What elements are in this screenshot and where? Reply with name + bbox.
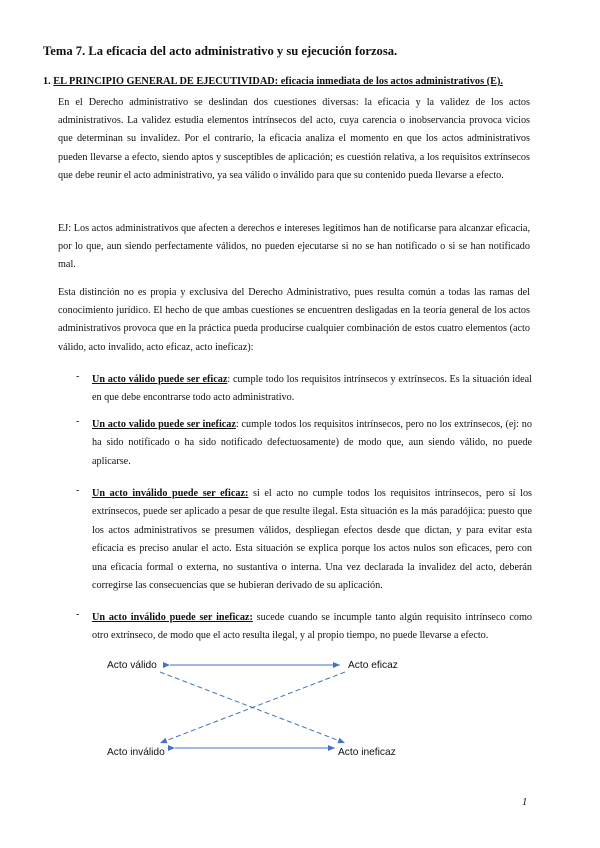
document-title: Tema 7. La eficacia del acto administrativo y su ejecución forzosa. [43, 44, 398, 58]
list-item-body: : cumple todo los requisitos intrínsecos y extrínsecos. Es la situación ideal en que debe encontrarse todo acto administrativo. [92, 374, 532, 404]
label-acto-eficaz: Acto eficaz [348, 660, 398, 671]
paragraph-1: En el Derecho administrativo se deslindan dos cuestiones diversas: la eficacia y la validez de los actos administrativos. La validez estudia elementos intrínsecos del acto, cuya carencia o inobservancia provoca vicios que determinan su invalidez. Por el contrario, la eficacia analiza el momento en que los actos administrativos pueden llevarse a efecto, siendo aptos y susceptibles de aplicación; es cuestión relativa, a los requisitos extrínsecos que debe reunir el acto administrativo, ya sea válido o inválido para que su contenido pueda llevarse a efecto. [58, 97, 530, 181]
list-item-text [92, 371, 532, 408]
list-bullet: - [76, 416, 80, 427]
label-acto-invalido: Acto inválido [107, 747, 165, 758]
list-item-bold: Un acto inválido puede ser eficaz: [92, 488, 249, 499]
section-heading [43, 76, 503, 87]
list-item-bold: Un acto válido puede ser eficaz [92, 374, 228, 385]
list-item-bold: Un acto inválido puede ser ineficaz: [92, 612, 253, 623]
list-bullet: - [76, 371, 80, 382]
page-number: 1 [522, 797, 528, 808]
list-item-text [92, 609, 532, 646]
paragraph-3: Esta distinción no es propia y exclusiva del Derecho Administrativo, pues resulta común a todas las ramas del conocimiento jurídico. El hecho de que ambas cuestiones se encuentren desligadas en la teoría general de los actos administrativos provoca que en la práctica pueda producirse cualquier combinación de estos cuatro elementos (acto válido, acto invalido, acto eficaz, acto ineficaz): [58, 287, 530, 353]
validity-efficacy-diagram [0, 650, 600, 770]
list-item-body: si el acto no cumple todos los requisitos intrínsecos, pero sí los extrínsecos, puede ser aplicado a pesar de que resulte ilegal. Esta situación es la más paradójica: puesto que los actos administrativos se presumen válidos, despliegan efectos desde que dictan, y para evitar esta eficacia es preciso anular el acto. Esta situación se explica porque los actos nulos son eficaces, pero con una eficacia formal o externa, no sustantiva o interna. Una vez declarada la invalidez del acto, deberán corregirse las consecuencias que se hubieran derivado de su aplicación. [92, 488, 533, 592]
paragraph-2: EJ: Los actos administrativos que afecten a derechos e intereses legítimos han de notificarse para alcanzar eficacia, por lo que, aun siendo perfectamente válidos, no pueden ejecutarse si no se han notificado o si se han notificado mal. [58, 223, 530, 271]
list-bullet: - [76, 485, 80, 496]
label-acto-ineficaz: Acto ineficaz [338, 747, 396, 758]
section-number: 1. [43, 76, 54, 87]
list-bullet: - [76, 609, 80, 620]
list-item-text [92, 416, 532, 471]
label-acto-valido: Acto válido [107, 660, 157, 671]
section-heading-main: EL PRINCIPIO GENERAL DE EJECUTIVIDAD: [53, 76, 279, 87]
list-item-body: sucede cuando se incumple tanto algún requisito intrínseco como otro extrínseco, de modo que el acto resulta ilegal, y al propio tiempo, no puede llevarse a efecto. [92, 612, 532, 642]
section-heading-sub: eficacia inmediata de los actos administrativos (E). [278, 76, 503, 87]
list-item-body: : cumple todos los requisitos intrínsecos, pero no los extrínsecos, (ej: no ha sido notificado o ha sido notificado defectuosamente) de modo que, aun siendo válido, no puede aplicarse. [92, 419, 532, 467]
list-item-bold: Un acto valido puede ser ineficaz [92, 419, 236, 430]
list-item-text [92, 485, 532, 595]
diagram-arrows [0, 650, 600, 770]
